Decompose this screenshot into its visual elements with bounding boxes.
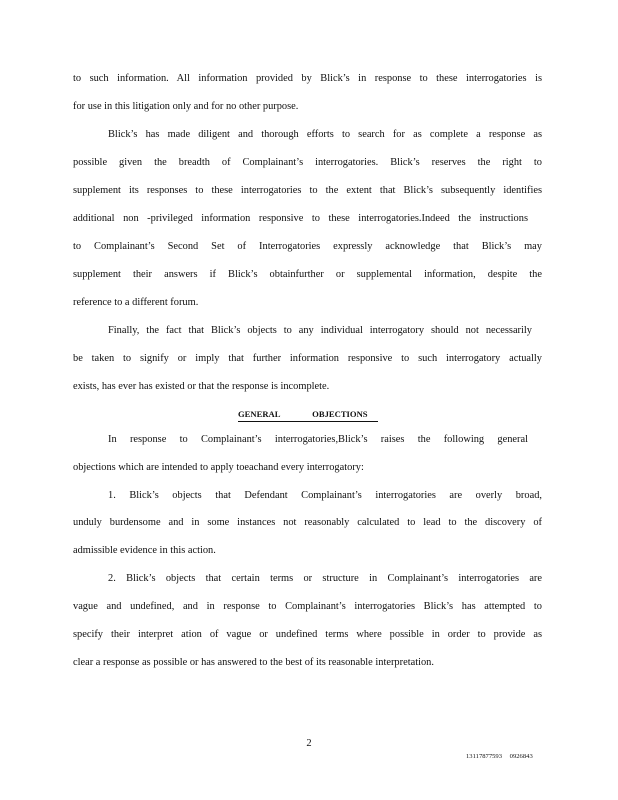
body-line: exists, has ever has existed or that the response is incomplete. [73, 381, 330, 392]
body-line: possible given the breadth of Complainant’s interrogatories. Blick’s reserves the right to [73, 157, 542, 168]
section-heading: GENERAL OBJECTIONS [238, 408, 378, 422]
body-line: specify their interpret ation of vague or undefined terms where possible in order to provide as [73, 629, 542, 640]
body-line: Blick’s has made diligent and thorough efforts to search for as complete a response as [108, 129, 542, 140]
body-line: objections which are intended to apply toeachand every interrogatory: [73, 462, 364, 473]
body-line: admissible evidence in this action. [73, 545, 216, 556]
body-line: additional non -privileged information responsive to these interrogatories.Indeed the instructions [73, 213, 528, 224]
body-line: unduly burdensome and in some instances not reasonably calculated to lead to the discovery of [73, 517, 542, 528]
body-line: In response to Complainant’s interrogatories,Blick’s raises the following general [108, 434, 528, 445]
body-line: 1. Blick’s objects that Defendant Complainant’s interrogatories are overly broad, [108, 490, 542, 501]
body-line: reference to a different forum. [73, 297, 199, 308]
page-number: 2 [306, 738, 312, 749]
document-id: 13117877593 0926843 [466, 753, 533, 760]
body-line: Finally, the fact that Blick’s objects to any individual interrogatory should not necessarily [108, 325, 532, 336]
body-line: supplement its responses to these interrogatories to the extent that Blick’s subsequently identifies [73, 185, 542, 196]
body-line: clear a response as possible or has answered to the best of its reasonable interpretation. [73, 657, 434, 668]
body-line: to such information. All information provided by Blick’s in response to these interrogatories is [73, 73, 542, 84]
body-line: to Complainant’s Second Set of Interrogatories expressly acknowledge that Blick’s may [73, 241, 542, 252]
body-line: be taken to signify or imply that further information responsive to such interrogatory actually [73, 353, 542, 364]
body-line: supplement their answers if Blick’s obtainfurther or supplemental information, despite the [73, 269, 542, 280]
body-line: for use in this litigation only and for no other purpose. [73, 101, 299, 112]
body-line: 2. Blick’s objects that certain terms or structure in Complainant’s interrogatories are [108, 573, 542, 584]
body-line: vague and undefined, and in response to Complainant’s interrogatories Blick’s has attempted to [73, 601, 542, 612]
